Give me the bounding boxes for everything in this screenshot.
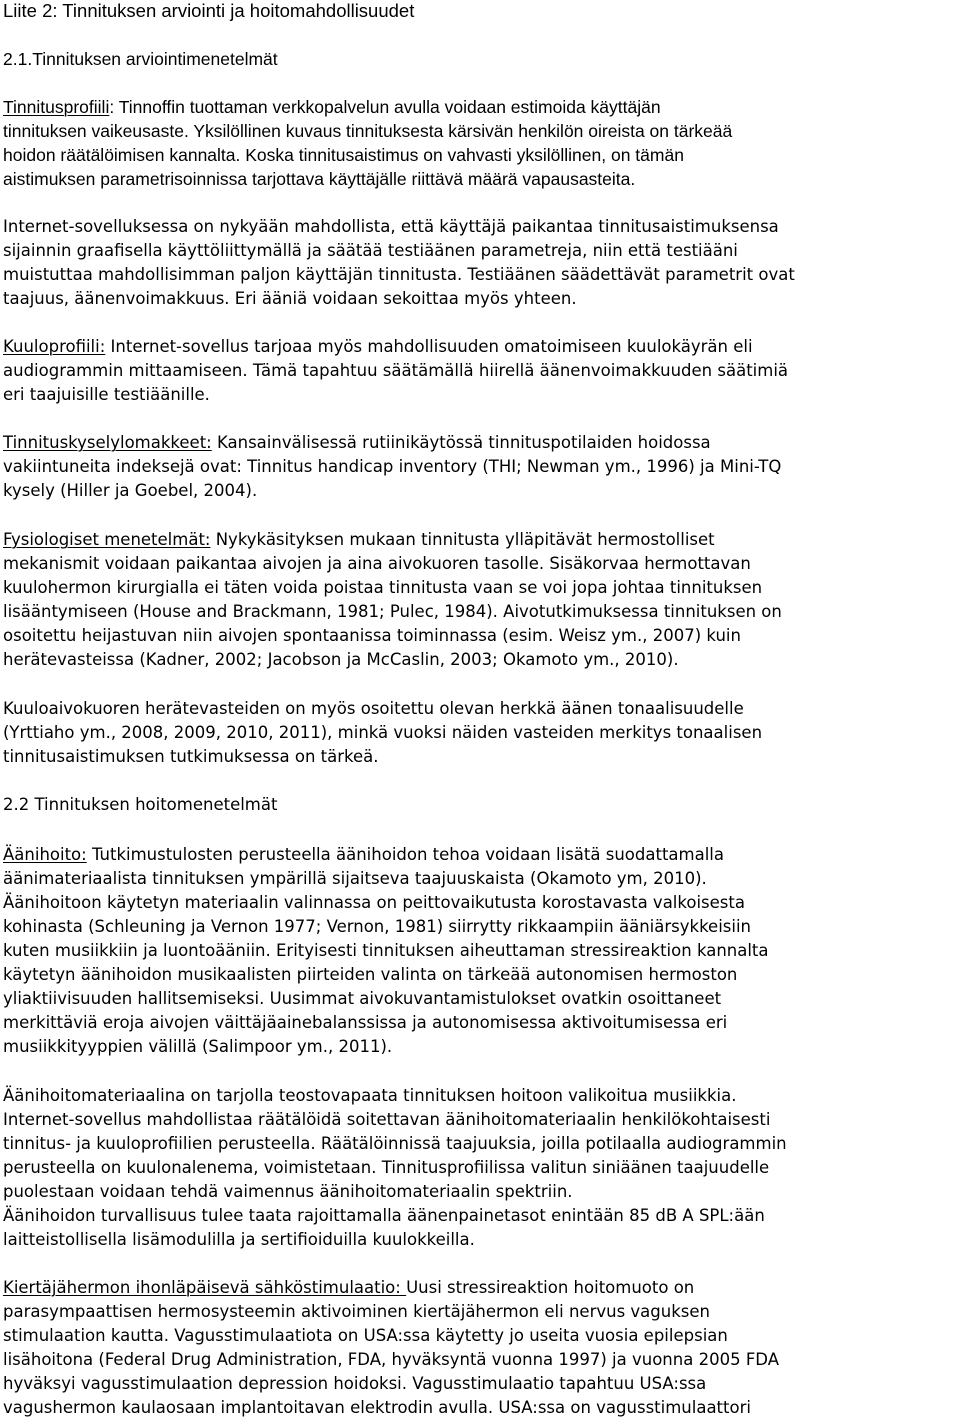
paragraph-fysiologiset-line: Fysiologiset menetelmät: Nykykäsityksen mukaan tinnitusta ylläpitävät hermostolliset <box>3 530 715 549</box>
term-kiertajahermon-stimulaatio: Kiertäjähermon ihonläpäisevä sähköstimulaatio: <box>3 1278 407 1297</box>
paragraph-kuuloprofiili-line: Kuuloprofiili: Internet-sovellus tarjoaa myös mahdollisuuden omatoimiseen kuulokäyrän eli <box>3 337 753 356</box>
paragraph-materiaali-line: Äänihoitomateriaalina on tarjolla teostovapaata tinnituksen hoitoon valikoitua musiikkia. <box>3 1086 737 1105</box>
paragraph-internet-line: sijainnin graafisella käyttöliittymällä ja säätää testiäänen parametreja, niin että testiääni <box>3 241 738 260</box>
paragraph-kysely-line: kysely (Hiller ja Goebel, 2004). <box>3 481 258 500</box>
paragraph-vagus-line: hyväksyi vagusstimulaation depression hoidoksi. Vagusstimulaatio tapahtuu USA:ssa <box>3 1374 707 1393</box>
paragraph-kysely-line: Tinnituskyselylomakkeet: Kansainvälisessä rutiinikäytössä tinnituspotilaiden hoidossa <box>3 433 711 452</box>
paragraph-fysiologiset-line: osoitettu heijastuvan niin aivojen spontaanissa toiminnassa (esim. Weisz ym., 2007) kuin <box>3 626 741 645</box>
paragraph-vagus-line: stimulaation kautta. Vagusstimulaatiota on USA:ssa käytetty jo useita vuosia epilepsian <box>3 1326 728 1345</box>
paragraph-fysiologiset-line: kuulohermon kirurgialla ei täten voida poistaa tinnitusta vaan se voi jopa johtaa tinnituksen <box>3 578 763 597</box>
paragraph-aanihoito-line: käytetyn äänihoidon musikaalisten piirteiden valinta on tärkeää autonomisen hermoston <box>3 965 738 984</box>
paragraph-aanihoito-line: musiikkityyppien välillä (Salimpoor ym., 2011). <box>3 1037 393 1056</box>
paragraph-vagus-line: lisähoitona (Federal Drug Administration, FDA, hyväksyntä vuonna 1997) ja vuonna 2005 FDA <box>3 1350 780 1369</box>
paragraph-aanihoito-line: kohinasta (Schleuning ja Vernon 1977; Vernon, 1981) siirrytty rikkaampiin ääniärsykkeisiin <box>3 917 751 936</box>
paragraph-aanihoito-line: kuten musiikkiin ja luontoääniin. Erityisesti tinnituksen aiheuttaman stressireaktion kannalta <box>3 941 769 960</box>
paragraph-internet-line: muistuttaa mahdollisimman paljon käyttäjän tinnitusta. Testiäänen säädettävät parametrit ovat <box>3 265 795 284</box>
paragraph-kuuloaivokuori-line: (Yrttiaho ym., 2008, 2009, 2010, 2011), minkä vuoksi näiden vasteiden merkitys tonaalisen <box>3 723 763 742</box>
paragraph-tinnitusprofiili-line: hoidon räätälöimisen kannalta. Koska tinnitusaistimus on vahvasti yksilöllinen, on tämän <box>3 145 684 165</box>
paragraph-vagus-line: parasympaattisen hermosysteemin aktivoiminen kiertäjähermon eli nervus vaguksen <box>3 1302 710 1321</box>
term-kuuloprofiili: Kuuloprofiili: <box>3 337 106 356</box>
paragraph-fysiologiset-line: herätevasteissa (Kadner, 2002; Jacobson ja McCaslin, 2003; Okamoto ym., 2010). <box>3 650 679 669</box>
paragraph-aanihoito-line: merkittäviä eroja aivojen väittäjäainebalanssissa ja autonomisessa aktivoitumisessa eri <box>3 1013 728 1032</box>
paragraph-fysiologiset-line: mekanismit voidaan paikantaa aivojen ja aina aivokuoren tasolle. Sisäkorvaa hermottavan <box>3 554 751 573</box>
paragraph-kuuloaivokuori-line: Kuuloaivokuoren herätevasteiden on myös osoitettu olevan herkkä äänen tonaalisuudelle <box>3 699 744 718</box>
paragraph-kuuloaivokuori-line: tinnitusaistimuksen tutkimuksessa on tärkeä. <box>3 747 379 766</box>
section-heading-treatment: 2.2 Tinnituksen hoitomenetelmät <box>3 795 278 814</box>
document-title: Liite 2: Tinnituksen arviointi ja hoitomahdollisuudet <box>3 0 415 21</box>
paragraph-fysiologiset-line: lisääntymiseen (House and Brackmann, 1981; Pulec, 1984). Aivotutkimuksessa tinnituksen on <box>3 602 782 621</box>
term-aanihoito: Äänihoito: <box>3 845 87 864</box>
paragraph-internet-line: Internet-sovelluksessa on nykyään mahdollista, että käyttäjä paikantaa tinnitusaistimuksensa <box>3 217 779 236</box>
paragraph-materiaali-line: laitteistollisella lisämodulilla ja sertifioiduilla kuulokkeilla. <box>3 1230 475 1249</box>
paragraph-kuuloprofiili-line: eri taajuisille testiäänille. <box>3 385 210 404</box>
paragraph-materiaali-line: Internet-sovellus mahdollistaa räätälöidä soitettavan äänihoitomateriaalin henkilökohtaisesti <box>3 1110 771 1129</box>
paragraph-aanihoito-line: Äänihoitoon käytetyn materiaalin valinnassa on peittovaikutusta korostavasta valkoisesta <box>3 893 745 912</box>
paragraph-materiaali-line: Äänihoidon turvallisuus tulee taata rajoittamalla äänenpainetasot enintään 85 dB A SPL:ään <box>3 1206 765 1225</box>
paragraph-materiaali-line: tinnitus- ja kuuloprofiilien perusteella. Räätälöinnissä taajuuksia, joilla potilaalla audiogrammin <box>3 1134 787 1153</box>
paragraph-aanihoito-line: Äänihoito: Tutkimustulosten perusteella äänihoidon tehoa voidaan lisätä suodattamalla <box>3 845 724 864</box>
paragraph-kuuloprofiili-line: audiogrammin mittaamiseen. Tämä tapahtuu säätämällä hiirellä äänenvoimakkuuden säätimiä <box>3 361 789 380</box>
paragraph-vagus-line: vagushermon kaulaosaan implantoitavan elektrodin avulla. USA:ssa on vagusstimulaattori <box>3 1398 751 1417</box>
paragraph-vagus-line: Kiertäjähermon ihonläpäisevä sähköstimulaatio: Uusi stressireaktion hoitomuoto on <box>3 1278 695 1297</box>
paragraph-materiaali-line: perusteella on kuulonalenema, voimistetaan. Tinnitusprofiilissa valitun siniäänen taajuudelle <box>3 1158 770 1177</box>
term-tinnitusprofiili: Tinnitusprofiili <box>3 97 110 117</box>
term-fysiologiset-menetelmat: Fysiologiset menetelmät: <box>3 530 211 549</box>
paragraph-tinnitusprofiili-line: tinnituksen vaikeusaste. Yksilöllinen kuvaus tinnituksesta kärsivän henkilön oireista on tärkeää <box>3 121 733 141</box>
paragraph-tinnitusprofiili-line: Tinnitusprofiili: Tinnoffin tuottaman verkkopalvelun avulla voidaan estimoida käyttäjän <box>3 97 661 117</box>
paragraph-internet-line: taajuus, äänenvoimakkuus. Eri ääniä voidaan sekoittaa myös yhteen. <box>3 289 577 308</box>
paragraph-aanihoito-line: yliaktiivisuuden hallitsemiseksi. Uusimmat aivokuvantamistulokset ovatkin osoittaneet <box>3 989 722 1008</box>
paragraph-materiaali-line: puolestaan voidaan tehdä vaimennus äänihoitomateriaalin spektriin. <box>3 1182 573 1201</box>
paragraph-tinnitusprofiili-line: aistimuksen parametrisoinnissa tarjottava käyttäjälle riittävä määrä vapausasteita. <box>3 169 636 189</box>
paragraph-kysely-line: vakiintuneita indeksejä ovat: Tinnitus handicap inventory (THI; Newman ym., 1996) ja Mini-TQ <box>3 457 782 476</box>
section-heading-assessment: 2.1.Tinnituksen arviointimenetelmät <box>3 49 278 69</box>
paragraph-aanihoito-line: äänimateriaalista tinnituksen ympärillä sijaitseva taajuuskaista (Okamoto ym, 2010). <box>3 869 707 888</box>
term-tinnituskyselylomakkeet: Tinnituskyselylomakkeet: <box>3 433 212 452</box>
